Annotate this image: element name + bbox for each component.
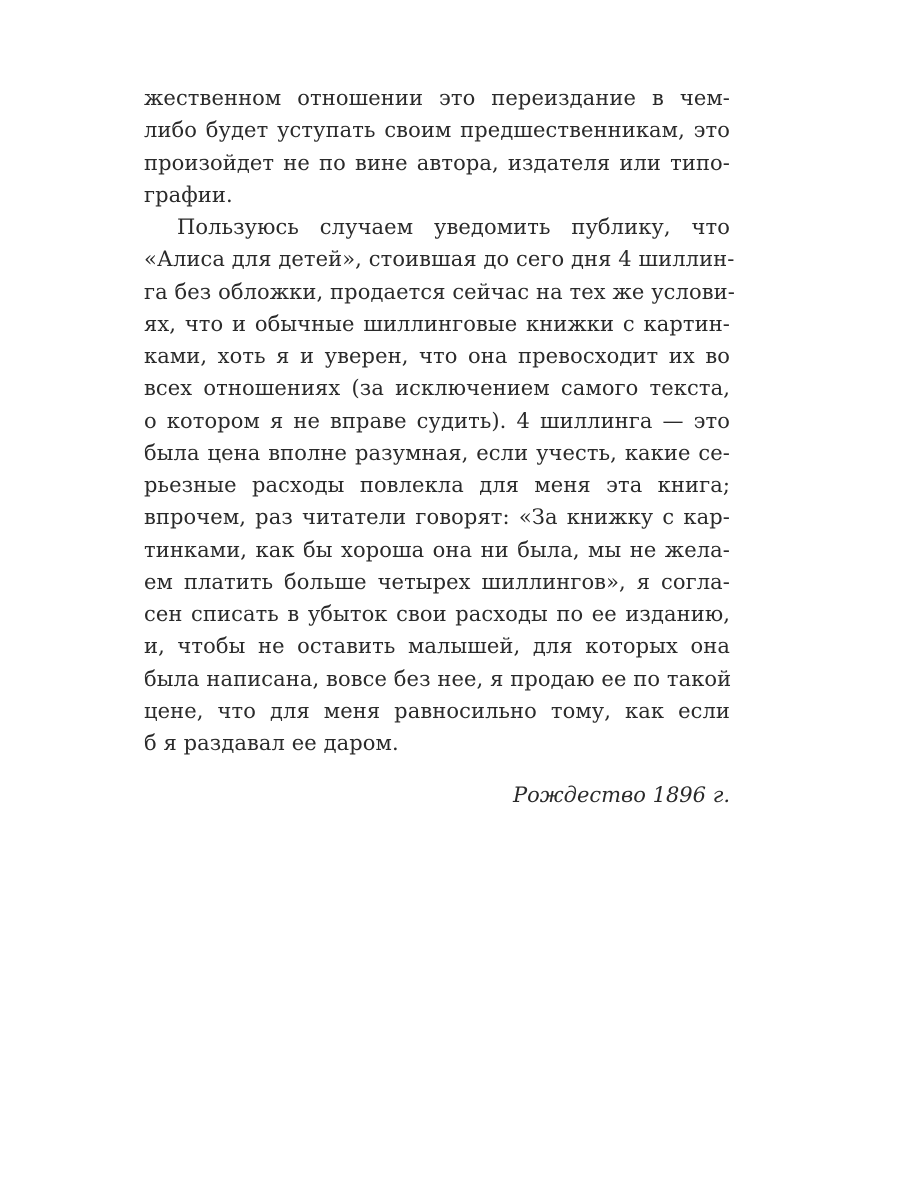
text-line: цене, что для меня равносильно тому, как если	[144, 698, 730, 723]
text-line: жественном отношении это переиздание в чем-	[144, 86, 730, 110]
text-line: произойдет не по вине автора, издателя или типо-	[144, 150, 730, 175]
text-line: «Алиса для детей», стоившая до сего дня 4 шиллин-	[144, 247, 735, 272]
text-line: б я раздавал ее даром.	[144, 731, 399, 755]
text-line: была цена вполне разумная, если учесть, какие се-	[144, 440, 730, 465]
document-page	[144, 82, 735, 807]
text-line: Пользуюсь случаем уведомить публику, что	[177, 215, 730, 239]
text-line: рьезные расходы повлекла для меня эта книга;	[144, 473, 730, 497]
text-line: впрочем, раз читатели говорят: «За книжку с кар-	[144, 505, 730, 530]
text-line: сен списать в убыток свои расходы по ее изданию,	[144, 602, 730, 626]
text-line: ками, хоть я и уверен, что она превосходит их во	[144, 344, 730, 368]
text-line: и, чтобы не оставить малышей, для которых она	[144, 634, 730, 659]
text-line: графии.	[144, 182, 233, 207]
paragraph-2	[144, 211, 735, 759]
text-line: тинками, как бы хороша она ни была, мы не жела-	[144, 537, 730, 562]
text-line: га без обложки, продается сейчас на тех же услови-	[144, 279, 735, 304]
text-line: всех отношениях (за исключением самого текста,	[144, 376, 730, 401]
text-line: ем платить больше четырех шиллингов», я согла-	[144, 569, 730, 594]
text-line: о котором я не вправе судить). 4 шиллинга — это	[144, 408, 730, 433]
signature-date: Рождество 1896 г.	[512, 783, 730, 807]
text-line: ях, что и обычные шиллинговые книжки с картин-	[144, 311, 730, 336]
text-line: либо будет уступать своим предшественникам, это	[144, 118, 730, 143]
text-line: была написана, вовсе без нее, я продаю ее по такой	[144, 666, 732, 691]
paragraph-1	[144, 82, 730, 211]
